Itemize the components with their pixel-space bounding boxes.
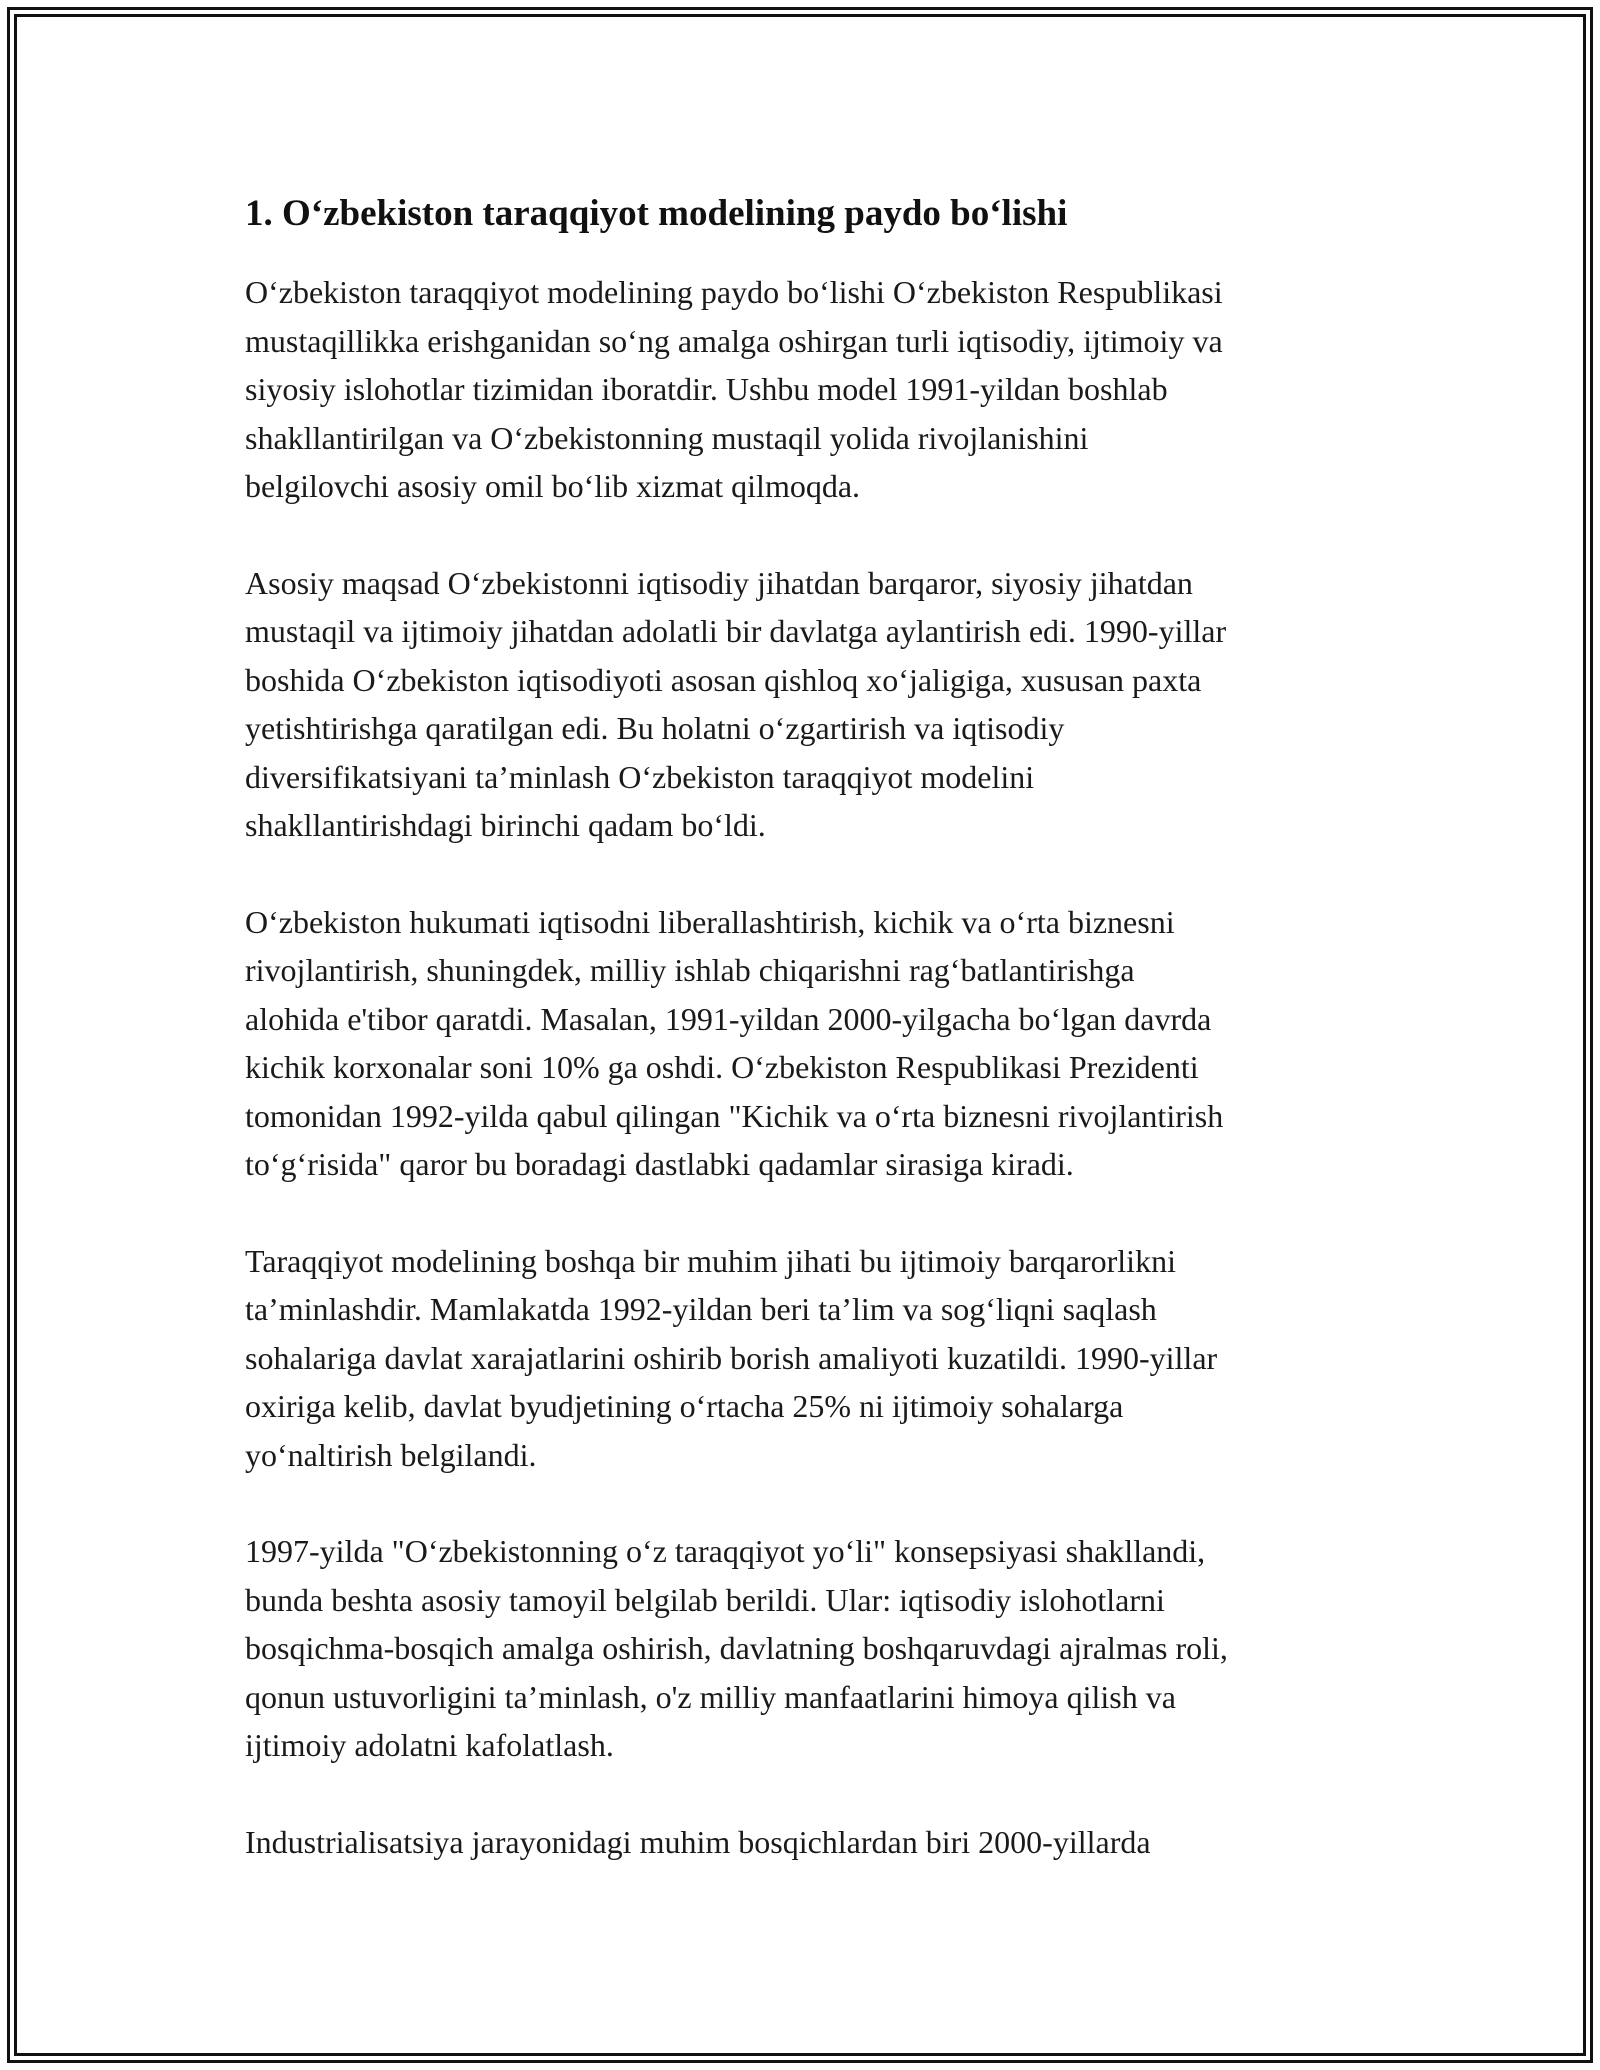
paragraph <box>245 1237 1385 1480</box>
text-line: ijtimoiy adolatni kafolatlash. <box>245 1727 614 1764</box>
paragraph <box>245 559 1385 850</box>
text-line: sohalariga davlat xarajatlarini oshirib borish amaliyoti kuzatildi. 1990-yillar <box>245 1339 1218 1376</box>
text-line: Oʻzbekiston hukumati iqtisodni liberallashtirish, kichik va oʻrta biznesni <box>245 903 1175 940</box>
text-line: Industrialisatsiya jarayonidagi muhim bosqichlardan biri 2000-yillarda <box>245 1823 1151 1860</box>
text-line: taʼminlashdir. Mamlakatda 1992-yildan beri taʼlim va sogʻliqni saqlash <box>245 1291 1157 1328</box>
text-line: oxiriga kelib, davlat byudjetining oʻrtacha 25% ni ijtimoiy sohalarga <box>245 1388 1124 1425</box>
section-heading: 1. Oʻzbekiston taraqqiyot modelining paydo boʻlishi <box>245 193 1068 234</box>
text-line: kichik korxonalar soni 10% ga oshdi. Oʻzbekiston Respublikasi Prezidenti <box>245 1049 1199 1086</box>
text-line: Asosiy maqsad Oʻzbekistonni iqtisodiy jihatdan barqaror, siyosiy jihatdan <box>245 564 1193 601</box>
text-line: bunda beshta asosiy tamoyil belgilab berildi. Ular: iqtisodiy islohotlarni <box>245 1581 1165 1618</box>
text-line: boshida Oʻzbekiston iqtisodiyoti asosan qishloq xoʻjaligiga, xususan paxta <box>245 661 1202 698</box>
text-line: bosqichma-bosqich amalga oshirish, davlatning boshqaruvdagi ajralmas roli, <box>245 1630 1228 1667</box>
text-line: shakllantirishdagi birinchi qadam boʻldi. <box>245 807 766 844</box>
text-line: yetishtirishga qaratilgan edi. Bu holatni oʻzgartirish va iqtisodiy <box>245 710 1065 747</box>
paragraph <box>245 1818 1385 1867</box>
paragraph <box>245 1527 1385 1770</box>
text-line: tomonidan 1992-yilda qabul qilingan "Kichik va oʻrta biznesni rivojlantirish <box>245 1097 1224 1134</box>
text-line: qonun ustuvorligini taʼminlash, o'z milliy manfaatlarini himoya qilish va <box>245 1678 1176 1715</box>
document-body <box>245 192 1385 1914</box>
text-line: siyosiy islohotlar tizimidan iboratdir. Ushbu model 1991-yildan boshlab <box>245 371 1168 408</box>
text-line: mustaqillikka erishganidan soʻng amalga oshirgan turli iqtisodiy, ijtimoiy va <box>245 322 1223 359</box>
text-line: Taraqqiyot modelining boshqa bir muhim jihati bu ijtimoiy barqarorlikni <box>245 1242 1176 1279</box>
text-line: alohida e'tibor qaratdi. Masalan, 1991-yildan 2000-yilgacha boʻlgan davrda <box>245 1000 1212 1037</box>
paragraph <box>245 898 1385 1189</box>
text-line: yoʻnaltirish belgilandi. <box>245 1436 537 1473</box>
text-line: belgilovchi asosiy omil boʻlib xizmat qilmoqda. <box>245 468 861 505</box>
text-line: Oʻzbekiston taraqqiyot modelining paydo boʻlishi Oʻzbekiston Respublikasi <box>245 274 1223 311</box>
text-line: diversifikatsiyani taʼminlash Oʻzbekiston taraqqiyot modelini <box>245 758 1035 795</box>
text-line: mustaqil va ijtimoiy jihatdan adolatli bir davlatga aylantirish edi. 1990-yillar <box>245 613 1227 650</box>
paragraph <box>245 268 1385 511</box>
text-line: 1997-yilda "Oʻzbekistonning oʻz taraqqiyot yoʻli" konsepsiyasi shakllandi, <box>245 1533 1206 1570</box>
text-line: shakllantirilgan va Oʻzbekistonning mustaqil yolida rivojlanishini <box>245 419 1089 456</box>
text-line: toʻgʻrisida" qaror bu boradagi dastlabki qadamlar sirasiga kiradi. <box>245 1146 1074 1183</box>
text-line: rivojlantirish, shuningdek, milliy ishlab chiqarishni ragʻbatlantirishga <box>245 952 1135 989</box>
page-frame <box>7 7 1593 2063</box>
paragraphs <box>245 268 1385 1866</box>
